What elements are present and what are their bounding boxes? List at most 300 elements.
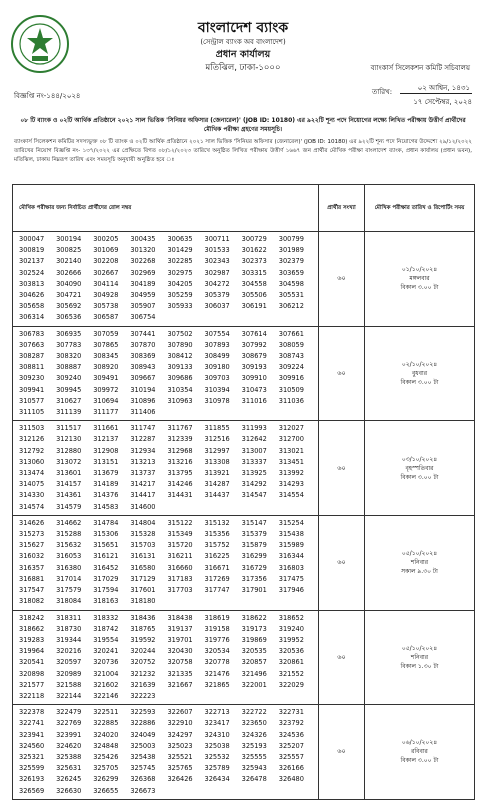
roll-number: 318622 xyxy=(241,613,267,622)
roll-number: 302667 xyxy=(93,268,119,277)
roll-numbers-cell xyxy=(13,610,319,705)
roll-number: 314246 xyxy=(167,480,193,489)
roll-number: 311993 xyxy=(241,424,267,433)
exam-day: মঙ্গলবার xyxy=(409,275,430,283)
roll-number: 307441 xyxy=(130,329,156,338)
roll-number: 320861 xyxy=(278,658,304,667)
exam-schedule-cell xyxy=(365,705,475,800)
roll-number: 314554 xyxy=(278,491,304,500)
roll-number: 316131 xyxy=(130,552,156,561)
roll-number: 305907 xyxy=(130,302,156,311)
roll-number: 308811 xyxy=(19,363,45,372)
roll-number: 316357 xyxy=(19,563,45,572)
roll-number: 305658 xyxy=(19,302,45,311)
roll-number: 313337 xyxy=(241,457,267,466)
roll-number: 314804 xyxy=(130,518,156,527)
roll-number: 319173 xyxy=(241,624,267,633)
roll-number: 302140 xyxy=(56,257,82,266)
roll-number: 314217 xyxy=(130,480,156,489)
roll-number: 304626 xyxy=(19,291,45,300)
roll-number: 322378 xyxy=(19,708,45,717)
roll-number: 315356 xyxy=(204,530,230,539)
roll-number: 304189 xyxy=(130,279,156,288)
roll-number: 320241 xyxy=(93,647,119,656)
roll-number: 316225 xyxy=(204,552,230,561)
roll-number: 319344 xyxy=(56,635,82,644)
table-row xyxy=(13,515,475,610)
roll-number: 322479 xyxy=(56,708,82,717)
roll-number: 311517 xyxy=(56,424,82,433)
roll-number: 321335 xyxy=(167,669,193,678)
roll-number: 316299 xyxy=(241,552,267,561)
roll-number: 317901 xyxy=(241,586,267,595)
roll-number: 311855 xyxy=(204,424,230,433)
roll-number: 300194 xyxy=(56,235,82,243)
roll-number: 300435 xyxy=(130,235,156,243)
roll-number: 310394 xyxy=(204,385,230,394)
roll-number: 310473 xyxy=(241,385,267,394)
roll-number: 300047 xyxy=(19,235,45,243)
roll-number: 314626 xyxy=(19,518,45,527)
roll-number: 309667 xyxy=(130,374,156,383)
roll-number: 308743 xyxy=(278,352,304,361)
roll-number: 314293 xyxy=(278,480,304,489)
table-header-row xyxy=(13,185,475,232)
roll-number: 313601 xyxy=(56,469,82,478)
roll-number: 307870 xyxy=(130,340,156,349)
roll-number: 326368 xyxy=(130,775,156,784)
table-row xyxy=(13,705,475,800)
roll-number: 322593 xyxy=(130,708,156,717)
exam-time: সকাল ৯.৩০ টা xyxy=(401,568,438,576)
roll-number: 301320 xyxy=(130,246,156,255)
roll-number: 315288 xyxy=(56,530,82,539)
roll-number: 304959 xyxy=(130,291,156,300)
roll-number: 308369 xyxy=(130,352,156,361)
candidate-count: ৬০ xyxy=(319,232,365,327)
roll-number: 302268 xyxy=(130,257,156,266)
roll-number: 310509 xyxy=(278,385,304,394)
roll-number: 321004 xyxy=(93,669,119,678)
roll-number: 317601 xyxy=(130,586,156,595)
roll-number: 309703 xyxy=(204,374,230,383)
roll-number: 324536 xyxy=(278,730,304,739)
roll-number: 319158 xyxy=(204,624,230,633)
roll-number: 323991 xyxy=(56,730,82,739)
roll-number: 319701 xyxy=(167,635,193,644)
roll-number: 315438 xyxy=(278,530,304,539)
roll-number: 319240 xyxy=(278,624,304,633)
roll-number: 311406 xyxy=(130,408,156,417)
roll-number: 311767 xyxy=(167,424,193,433)
exam-schedule-cell xyxy=(365,610,475,705)
roll-number: 321667 xyxy=(167,680,193,689)
date-divider xyxy=(400,93,472,94)
roll-number: 302285 xyxy=(167,257,193,266)
roll-number: 322001 xyxy=(241,680,267,689)
roll-number: 310694 xyxy=(93,396,119,405)
roll-number: 310978 xyxy=(204,396,230,405)
roll-number: 318163 xyxy=(93,597,119,606)
roll-number: 305531 xyxy=(278,291,304,300)
roll-number: 301622 xyxy=(241,246,267,255)
roll-number: 309224 xyxy=(278,363,304,372)
roll-number: 313007 xyxy=(241,446,267,455)
roll-number: 308920 xyxy=(93,363,119,372)
roll-number: 312968 xyxy=(167,446,193,455)
roll-number: 324020 xyxy=(93,730,119,739)
roll-number: 321577 xyxy=(19,680,45,689)
exam-date: ০৫/১০/২০২৪ xyxy=(401,644,438,652)
roll-number: 302987 xyxy=(204,268,230,277)
roll-number: 326655 xyxy=(93,786,119,795)
roll-number: 324049 xyxy=(130,730,156,739)
roll-number: 305738 xyxy=(93,302,119,311)
table-body xyxy=(13,232,475,800)
roll-number: 303813 xyxy=(19,279,45,288)
roll-number: 308887 xyxy=(56,363,82,372)
roll-number: 320244 xyxy=(130,647,156,656)
exam-schedule-cell xyxy=(365,326,475,421)
roll-number: 325705 xyxy=(93,764,119,773)
roll-number: 317579 xyxy=(56,586,82,595)
notice-body: ব্যাংকার্স সিলেকশন কমিটির সদস্যভুক্ত ০৮ টি ব্যাংক ও ০২টি আর্থিক প্রতিষ্ঠানে ২০২১ সাল ভিত্তিক 'সিনিয়র অফিসার (জেনারেল)' (JOB ID: 10180) এর ৯২২টি শূন্য পদে নিয়োগের উদ্দেশ্যে ২৯/১২/২০২২ তারিখের নিয়োগ বিজ্ঞপ্তি নং- ১৩৭/২০২২ এর প্রেক্ষিতে বিগত ০৮/১২/২০২৩ তারিখে অনুষ্ঠিত লিখিত পরীক্ষায় উত্তীর্ণ ১৬৬৭ জন প্রার্থীর মৌখিক পরীক্ষা বাংলাদেশ ব্যাংক, প্রধান কার্যালয় (প্রধান ভবন), মতিঝিল, ঢাকায় নিম্নরূপ তারিখ এবং সময়সূচি অনুযায়ী অনুষ্ঠিত হবে ঃ xyxy=(14,139,472,163)
roll-number: 322741 xyxy=(19,719,45,728)
roll-number: 302379 xyxy=(278,257,304,266)
roll-number: 302666 xyxy=(56,268,82,277)
roll-number: 322885 xyxy=(93,719,119,728)
exam-schedule-cell xyxy=(365,421,475,516)
roll-number: 316121 xyxy=(93,552,119,561)
table-row xyxy=(13,232,475,327)
roll-number: 316452 xyxy=(93,563,119,572)
roll-number: 325038 xyxy=(204,741,230,750)
roll-number: 309240 xyxy=(56,374,82,383)
roll-number: 320430 xyxy=(167,647,193,656)
roll-number: 312130 xyxy=(56,435,82,444)
exam-time: বিকাল ৩.০০ টা xyxy=(400,284,439,292)
roll-number: 319554 xyxy=(93,635,119,644)
roll-number: 326480 xyxy=(278,775,304,784)
roll-number: 326166 xyxy=(278,764,304,773)
roll-number: 324297 xyxy=(167,730,193,739)
roll-number: 319592 xyxy=(130,635,156,644)
roll-number: 307992 xyxy=(241,340,267,349)
roll-number: 313679 xyxy=(93,469,119,478)
date-label: তারিখ: xyxy=(372,88,393,96)
roll-number: 326673 xyxy=(130,786,156,795)
roll-number: 309230 xyxy=(19,374,45,383)
roll-number: 304205 xyxy=(167,279,193,288)
roll-number: 314157 xyxy=(56,480,82,489)
roll-number: 312126 xyxy=(19,435,45,444)
roll-number: 311661 xyxy=(93,424,119,433)
roll-number: 312287 xyxy=(130,435,156,444)
roll-number: 307893 xyxy=(204,340,230,349)
roll-number: 306754 xyxy=(130,313,156,322)
exam-time: বিকাল ৩.০০ টা xyxy=(400,378,439,386)
exam-schedule-cell xyxy=(365,232,475,327)
roll-number: 313921 xyxy=(204,469,230,478)
roll-number: 314431 xyxy=(167,491,193,500)
date-gregorian: ১৭ সেপ্টেম্বর, ২০২৪ xyxy=(413,98,472,106)
roll-number: 325388 xyxy=(56,752,82,761)
roll-number: 315703 xyxy=(130,541,156,550)
roll-number: 306536 xyxy=(56,313,82,322)
roll-number: 302343 xyxy=(204,257,230,266)
roll-number: 301533 xyxy=(204,246,230,255)
roll-number: 322118 xyxy=(19,691,45,700)
roll-numbers-cell xyxy=(13,421,319,516)
roll-number: 310963 xyxy=(167,396,193,405)
exam-time: বিকাল ৩.০০ টা xyxy=(400,473,439,481)
roll-number: 320857 xyxy=(241,658,267,667)
exam-day: বুধবার xyxy=(411,369,428,377)
roll-number: 311036 xyxy=(278,396,304,405)
roll-number: 319776 xyxy=(204,635,230,644)
roll-number: 318730 xyxy=(56,624,82,633)
roll-number: 311139 xyxy=(56,408,82,417)
roll-number: 317946 xyxy=(278,586,304,595)
roll-number: 320216 xyxy=(56,647,82,656)
header-exam-date: মৌখিক পরীক্ষার তারিখ ও রিপোর্টিং সময় xyxy=(365,185,475,232)
roll-number: 308679 xyxy=(241,352,267,361)
roll-number: 312642 xyxy=(241,435,267,444)
roll-number: 315989 xyxy=(278,541,304,550)
candidate-count: ৬০ xyxy=(319,515,365,610)
roll-number: 320898 xyxy=(19,669,45,678)
roll-number: 306314 xyxy=(19,313,45,322)
roll-number: 314189 xyxy=(93,480,119,489)
roll-number: 307890 xyxy=(167,340,193,349)
roll-number: 320752 xyxy=(130,658,156,667)
roll-number: 323792 xyxy=(278,719,304,728)
roll-number: 306037 xyxy=(204,302,230,311)
roll-number: 322769 xyxy=(56,719,82,728)
roll-number: 300819 xyxy=(19,246,45,255)
roll-number: 308320 xyxy=(56,352,82,361)
exam-time: বিকাল ১.৩০ টা xyxy=(400,662,439,670)
roll-number: 318311 xyxy=(56,613,82,622)
roll-number: 314417 xyxy=(130,491,156,500)
roll-number: 318438 xyxy=(167,613,193,622)
roll-number: 307661 xyxy=(278,329,304,338)
roll-number: 313474 xyxy=(19,469,45,478)
roll-number: 303659 xyxy=(278,268,304,277)
roll-number: 326478 xyxy=(241,775,267,784)
roll-number: 324848 xyxy=(93,741,119,750)
roll-number: 316671 xyxy=(204,563,230,572)
roll-number: 325023 xyxy=(167,741,193,750)
roll-number: 302975 xyxy=(167,268,193,277)
roll-number: 312792 xyxy=(19,446,45,455)
roll-numbers-cell xyxy=(13,515,319,610)
roll-number: 308499 xyxy=(204,352,230,361)
roll-number: 315879 xyxy=(241,541,267,550)
roll-number: 313213 xyxy=(130,457,156,466)
roll-number: 317547 xyxy=(19,586,45,595)
roll-number: 320535 xyxy=(241,647,267,656)
roll-number: 320536 xyxy=(278,647,304,656)
roll-number: 310194 xyxy=(130,385,156,394)
table-row xyxy=(13,326,475,421)
roll-number: 313737 xyxy=(130,469,156,478)
roll-number: 312934 xyxy=(130,446,156,455)
exam-date: ০৩/১০/২০২৪ xyxy=(401,455,438,463)
roll-number: 314361 xyxy=(56,491,82,500)
roll-number: 324326 xyxy=(241,730,267,739)
roll-number: 309910 xyxy=(241,374,267,383)
roll-number: 324310 xyxy=(204,730,230,739)
roll-number: 303315 xyxy=(241,268,267,277)
exam-date: ০২/১০/২০২৪ xyxy=(401,360,438,368)
roll-number: 326630 xyxy=(56,786,82,795)
roll-number: 304558 xyxy=(241,279,267,288)
roll-number: 324620 xyxy=(56,741,82,750)
roll-number: 311503 xyxy=(19,424,45,433)
roll-number: 325555 xyxy=(241,752,267,761)
roll-number: 316211 xyxy=(167,552,193,561)
roll-number: 317747 xyxy=(204,586,230,595)
roll-number: 326426 xyxy=(167,775,193,784)
roll-number: 318180 xyxy=(130,597,156,606)
roll-number: 300711 xyxy=(204,235,230,243)
roll-number: 304090 xyxy=(56,279,82,288)
roll-number: 312339 xyxy=(167,435,193,444)
roll-number: 322910 xyxy=(167,719,193,728)
exam-day: রবিবার xyxy=(411,748,428,756)
notice-number: বিজ্ঞপ্তি নং-১৪৪/২০২৪ xyxy=(14,92,81,100)
roll-number: 314662 xyxy=(56,518,82,527)
roll-number: 314583 xyxy=(93,502,119,511)
roll-number: 308943 xyxy=(130,363,156,372)
roll-number: 318332 xyxy=(93,613,119,622)
roll-number: 326569 xyxy=(19,786,45,795)
roll-number: 312997 xyxy=(204,446,230,455)
roll-number: 314075 xyxy=(19,480,45,489)
roll-number: 313451 xyxy=(278,457,304,466)
roll-number: 313021 xyxy=(278,446,304,455)
roll-number: 315122 xyxy=(167,518,193,527)
roll-number: 306935 xyxy=(56,329,82,338)
roll-number: 308287 xyxy=(19,352,45,361)
roll-number: 321639 xyxy=(130,680,156,689)
roll-number: 326245 xyxy=(56,775,82,784)
roll-number: 304721 xyxy=(56,291,82,300)
roll-number: 317129 xyxy=(130,574,156,583)
office-name: প্রধান কার্যালয় xyxy=(215,49,271,60)
roll-number: 316881 xyxy=(19,574,45,583)
roll-number: 305933 xyxy=(167,302,193,311)
roll-number: 300825 xyxy=(56,246,82,255)
roll-number: 313216 xyxy=(167,457,193,466)
roll-number: 320534 xyxy=(204,647,230,656)
roll-number: 322731 xyxy=(278,708,304,717)
roll-number: 318436 xyxy=(130,613,156,622)
date-bengali: ০২ আশ্বিন, ১৪৩১ xyxy=(417,84,470,92)
roll-number: 305506 xyxy=(241,291,267,300)
roll-number: 301429 xyxy=(167,246,193,255)
roll-number: 321588 xyxy=(56,680,82,689)
candidate-count: ৬০ xyxy=(319,610,365,705)
roll-number: 325207 xyxy=(278,741,304,750)
roll-number: 305259 xyxy=(167,291,193,300)
bangladesh-bank-logo xyxy=(10,14,70,74)
roll-number: 304598 xyxy=(278,279,304,288)
roll-number: 315627 xyxy=(19,541,45,550)
roll-number: 318742 xyxy=(93,624,119,633)
roll-number: 314574 xyxy=(19,502,45,511)
exam-date: ০১/১০/২০২৪ xyxy=(401,266,438,274)
roll-number: 315306 xyxy=(93,530,119,539)
roll-number: 307783 xyxy=(56,340,82,349)
roll-number: 321476 xyxy=(204,669,230,678)
roll-number: 304928 xyxy=(93,291,119,300)
roll-number: 325532 xyxy=(204,752,230,761)
roll-number: 315147 xyxy=(241,518,267,527)
office-address: মতিঝিল, ঢাকা-১০০০ xyxy=(205,63,281,73)
roll-number: 322146 xyxy=(93,691,119,700)
roll-number: 310896 xyxy=(130,396,156,405)
roll-number: 318242 xyxy=(19,613,45,622)
roll-number: 319283 xyxy=(19,635,45,644)
roll-number: 322722 xyxy=(241,708,267,717)
roll-number: 305379 xyxy=(204,291,230,300)
roll-number: 323941 xyxy=(19,730,45,739)
roll-number: 312700 xyxy=(278,435,304,444)
roll-number: 312908 xyxy=(93,446,119,455)
roll-number: 313060 xyxy=(19,457,45,466)
roll-number: 309972 xyxy=(93,385,119,394)
roll-number: 309686 xyxy=(167,374,193,383)
roll-number: 320597 xyxy=(56,658,82,667)
roll-number: 326193 xyxy=(19,775,45,784)
roll-number: 318652 xyxy=(278,613,304,622)
roll-numbers-cell xyxy=(13,705,319,800)
roll-number: 300729 xyxy=(241,235,267,243)
roll-number: 309180 xyxy=(204,363,230,372)
roll-number: 302137 xyxy=(19,257,45,266)
roll-number: 325521 xyxy=(167,752,193,761)
roll-number: 312027 xyxy=(278,424,304,433)
roll-number: 320541 xyxy=(19,658,45,667)
exam-schedule-cell xyxy=(365,515,475,610)
roll-number: 307059 xyxy=(93,329,119,338)
roll-number: 317594 xyxy=(93,586,119,595)
exam-day: শনিবার xyxy=(410,559,429,567)
roll-number: 325426 xyxy=(93,752,119,761)
roll-number: 314437 xyxy=(204,491,230,500)
roll-number: 306587 xyxy=(93,313,119,322)
bank-subtitle: (সেন্ট্রাল ব্যাংক অব বাংলাদেশ) xyxy=(200,38,286,46)
roll-number: 312516 xyxy=(204,435,230,444)
header-roll-numbers: মৌখিক পরীক্ষার জন্য নির্বাচিত প্রার্থীদের রোল নম্বর xyxy=(13,185,319,232)
exam-day: শনিবার xyxy=(410,653,429,661)
roll-number: 302373 xyxy=(241,257,267,266)
roll-number: 313072 xyxy=(56,457,82,466)
roll-number: 309916 xyxy=(278,374,304,383)
roll-number: 319964 xyxy=(19,647,45,656)
roll-number: 315132 xyxy=(204,518,230,527)
roll-number: 313795 xyxy=(167,469,193,478)
roll-number: 320758 xyxy=(167,658,193,667)
roll-number: 321496 xyxy=(241,669,267,678)
roll-number: 322223 xyxy=(130,691,156,700)
roll-number: 307502 xyxy=(167,329,193,338)
header-candidate-count: প্রার্থীর সংখ্যা xyxy=(319,185,365,232)
roll-number: 324560 xyxy=(19,741,45,750)
roll-number: 315328 xyxy=(130,530,156,539)
